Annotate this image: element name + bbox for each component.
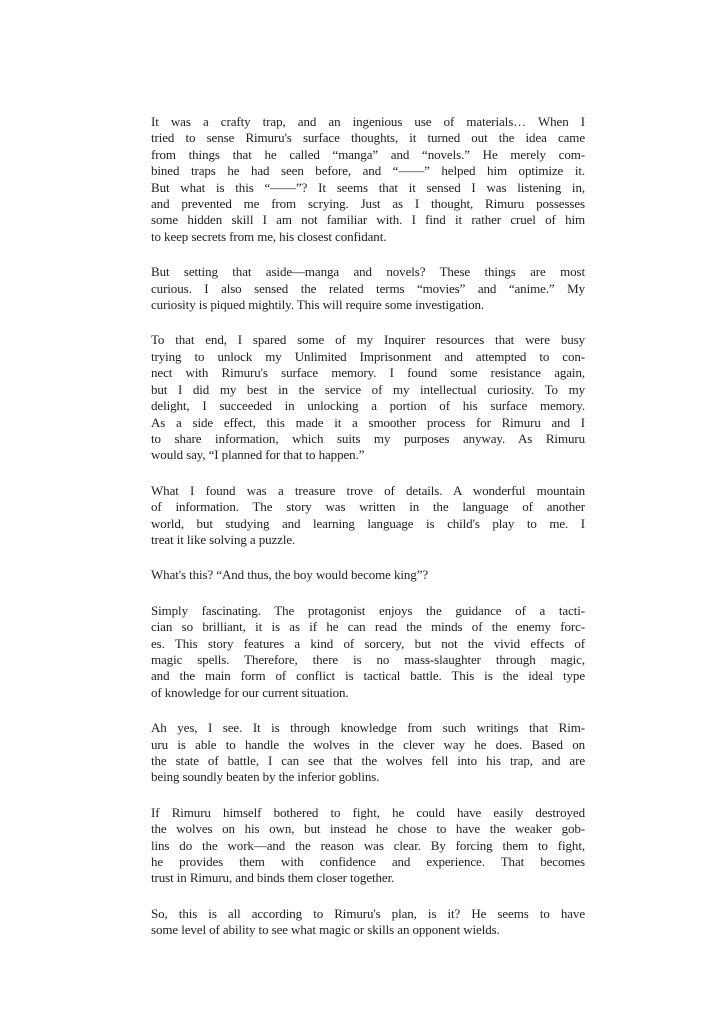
paragraph: [151, 114, 585, 245]
text-line: uru is able to handle the wolves in the clever way he does. Based on: [151, 736, 585, 752]
text-line: from things that he called “manga” and “novels.” He merely com-: [151, 146, 585, 162]
text-line: nect with Rimuru's surface memory. I found some resistance again,: [151, 365, 585, 381]
paragraph: [151, 805, 585, 887]
text-line: curiosity is piqued mightily. This will require some investigation.: [151, 297, 485, 313]
text-line: treat it like solving a puzzle.: [151, 531, 296, 547]
paragraph: [151, 603, 585, 701]
text-line: Ah yes, I see. It is through knowledge from such writings that Rim-: [151, 720, 585, 736]
text-line: As a side effect, this made it a smoother process for Rimuru and I: [151, 414, 585, 430]
text-line: but I did my best in the service of my intellectual curiosity. To my: [151, 381, 585, 397]
text-line: es. This story features a kind of sorcery, but not the vivid effects of: [151, 635, 585, 651]
text-line: to keep secrets from me, his closest confidant.: [151, 228, 387, 244]
paragraph: [151, 483, 585, 549]
text-line: cian so brilliant, it is as if he can read the minds of the enemy forc-: [151, 619, 585, 635]
text-line: some level of ability to see what magic or skills an opponent wields.: [151, 922, 500, 938]
text-line: being soundly beaten by the inferior goblins.: [151, 769, 380, 785]
text-line: So, this is all according to Rimuru's plan, is it? He seems to have: [151, 905, 585, 921]
text-line: To that end, I spared some of my Inquirer resources that were busy: [151, 332, 585, 348]
text-line: of information. The story was written in the language of another: [151, 499, 585, 515]
paragraph: [151, 264, 585, 313]
text-line: delight, I succeeded in unlocking a portion of his surface memory.: [151, 398, 585, 414]
text-line: If Rimuru himself bothered to fight, he could have easily destroyed: [151, 804, 585, 820]
text-line: bined traps he had seen before, and “——” helped him optimize it.: [151, 163, 585, 179]
paragraph: [151, 720, 585, 786]
text-line: But what is this “——”? It seems that it sensed I was listening in,: [151, 179, 585, 195]
text-line: the wolves on his own, but instead he chose to have the weaker gob-: [151, 821, 585, 837]
text-line: trust in Rimuru, and binds them closer together.: [151, 870, 395, 886]
paragraph: [151, 332, 585, 463]
paragraph: [151, 567, 585, 583]
text-line: Simply fascinating. The protagonist enjoys the guidance of a tacti-: [151, 602, 585, 618]
text-line: trying to unlock my Unlimited Imprisonment and attempted to con-: [151, 348, 585, 364]
text-line: magic spells. Therefore, there is no mass-slaughter through magic,: [151, 651, 585, 667]
text-line: of knowledge for our current situation.: [151, 684, 349, 700]
text-line: tried to sense Rimuru's surface thoughts, it turned out the idea came: [151, 130, 585, 146]
text-line: It was a crafty trap, and an ingenious use of materials… When I: [151, 114, 585, 129]
text-line: curious. I also sensed the related terms “movies” and “anime.” My: [151, 280, 585, 296]
text-line: some hidden skill I am not familiar with. I find it rather cruel of him: [151, 212, 585, 228]
text-line: What's this? “And thus, the boy would become king”?: [151, 567, 429, 583]
text-line: What I found was a treasure trove of details. A wonderful mountain: [151, 482, 585, 498]
text-line: and prevented me from scrying. Just as I thought, Rimuru possesses: [151, 196, 585, 212]
text-line: lins do the work—and the reason was clear. By forcing them to fight,: [151, 837, 585, 853]
paragraph: [151, 906, 585, 939]
text-line: would say, “I planned for that to happen.”: [151, 447, 365, 463]
text-line: world, but studying and learning language is child's play to me. I: [151, 515, 585, 531]
text-line: But setting that aside—manga and novels? These things are most: [151, 264, 585, 280]
text-line: to share information, which suits my purposes anyway. As Rimuru: [151, 430, 585, 446]
text-line: and the main form of conflict is tactical battle. This is the ideal type: [151, 668, 585, 684]
text-line: he provides them with confidence and experience. That becomes: [151, 854, 585, 870]
page-text: [151, 114, 585, 939]
text-line: the state of battle, I can see that the wolves fell into his trap, and are: [151, 753, 585, 768]
